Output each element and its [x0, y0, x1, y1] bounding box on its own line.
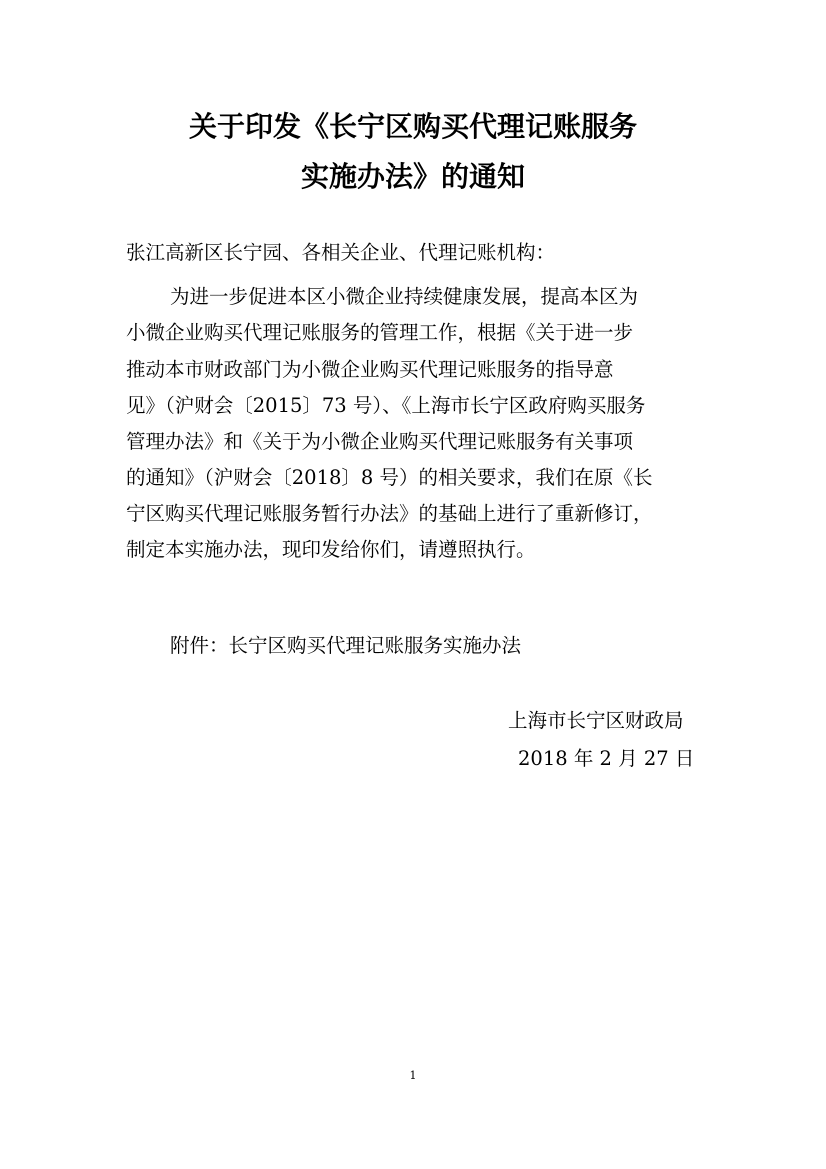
body-line: 见》（沪财会〔2015〕73 号）、《上海市长宁区政府购买服务 — [126, 394, 646, 417]
title-line-1: 关于印发《长宁区购买代理记账服务 — [188, 110, 637, 143]
attachment-line: 附件：长宁区购买代理记账服务实施办法 — [170, 634, 522, 657]
body-line: 制定本实施办法，现印发给你们，请遵照执行。 — [126, 538, 536, 561]
body-line: 宁区购买代理记账服务暂行办法》的基础上进行了重新修订， — [126, 502, 653, 525]
body-line: 的通知》（沪财会〔2018〕8 号）的相关要求，我们在原《长 — [126, 466, 653, 489]
issue-date: 2018 年 2 月 27 日 — [518, 747, 695, 770]
body-line: 小微企业购买代理记账服务的管理工作，根据《关于进一步 — [126, 321, 634, 344]
title-line-2: 实施办法》的通知 — [300, 160, 525, 193]
body-line: 为进一步促进本区小微企业持续健康发展，提高本区为 — [170, 285, 639, 308]
document-title — [0, 102, 826, 202]
body-line: 推动本市财政部门为小微企业购买代理记账服务的指导意 — [126, 358, 614, 381]
body-line: 管理办法》和《关于为小微企业购买代理记账服务有关事项 — [126, 430, 634, 453]
salutation: 张江高新区长宁园、各相关企业、代理记账机构： — [126, 241, 556, 264]
page-number: 1 — [409, 1069, 417, 1082]
issuing-authority: 上海市长宁区财政局 — [508, 709, 684, 732]
